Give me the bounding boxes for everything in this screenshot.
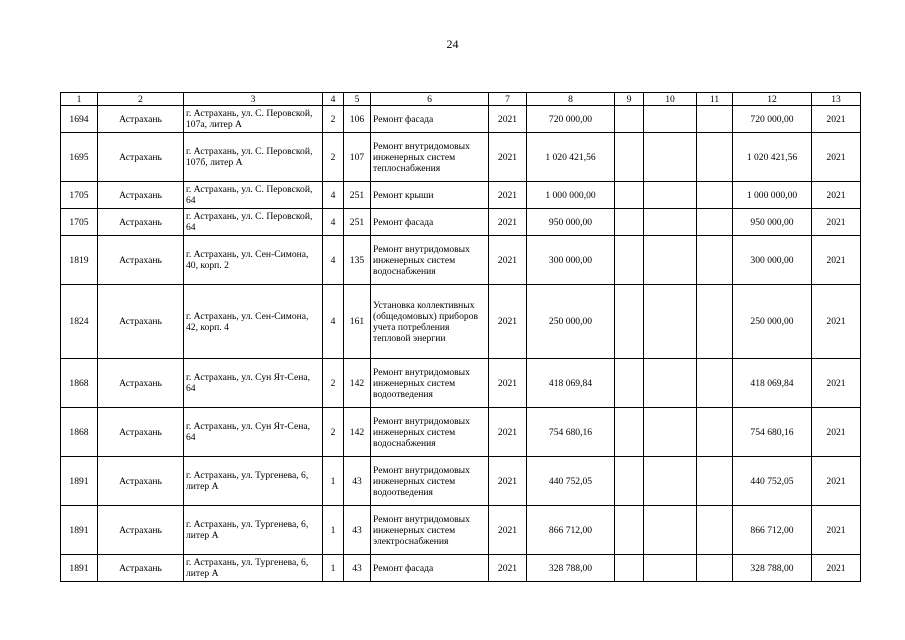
- column-12-cell: 440 752,05: [733, 457, 812, 506]
- column-11-cell: [697, 555, 733, 582]
- year-cell: 2021: [489, 555, 527, 582]
- column-10-cell: [644, 408, 697, 457]
- column-11-cell: [697, 182, 733, 209]
- table-row: [61, 236, 861, 285]
- total-cost-cell: 250 000,00: [527, 285, 615, 359]
- row-id-cell: 1705: [61, 209, 98, 236]
- column-9-cell: [615, 209, 644, 236]
- row-id-cell: 1819: [61, 236, 98, 285]
- table-row: [61, 133, 861, 182]
- column-5-cell: 251: [344, 182, 371, 209]
- column-5-cell: 107: [344, 133, 371, 182]
- work-type-cell: Ремонт внутридомовых инженерных систем электроснабжения: [371, 506, 489, 555]
- column-number: 5: [344, 93, 371, 106]
- work-type-cell: Ремонт крыши: [371, 182, 489, 209]
- table-row: [61, 555, 861, 582]
- year-cell: 2021: [489, 236, 527, 285]
- column-11-cell: [697, 133, 733, 182]
- column-number: 4: [323, 93, 344, 106]
- row-id-cell: 1868: [61, 359, 98, 408]
- column-5-cell: 43: [344, 555, 371, 582]
- column-11-cell: [697, 506, 733, 555]
- table-row: [61, 106, 861, 133]
- column-9-cell: [615, 106, 644, 133]
- column-9-cell: [615, 506, 644, 555]
- work-type-cell: Ремонт внутридомовых инженерных систем водоснабжения: [371, 236, 489, 285]
- table-row: [61, 408, 861, 457]
- floors-cell: 4: [323, 209, 344, 236]
- total-cost-cell: 754 680,16: [527, 408, 615, 457]
- total-cost-cell: 300 000,00: [527, 236, 615, 285]
- table-row: [61, 506, 861, 555]
- city-cell: Астрахань: [98, 555, 184, 582]
- column-12-cell: 1 000 000,00: [733, 182, 812, 209]
- column-5-cell: 161: [344, 285, 371, 359]
- address-cell: г. Астрахань, ул. Сен-Симона, 40, корп. 2: [184, 236, 323, 285]
- column-13-cell: 2021: [812, 285, 861, 359]
- column-11-cell: [697, 285, 733, 359]
- row-id-cell: 1868: [61, 408, 98, 457]
- total-cost-cell: 418 069,84: [527, 359, 615, 408]
- floors-cell: 2: [323, 408, 344, 457]
- column-13-cell: 2021: [812, 359, 861, 408]
- table-row: [61, 359, 861, 408]
- column-10-cell: [644, 457, 697, 506]
- total-cost-cell: 720 000,00: [527, 106, 615, 133]
- address-cell: г. Астрахань, ул. С. Перовской, 64: [184, 209, 323, 236]
- column-11-cell: [697, 457, 733, 506]
- year-cell: 2021: [489, 209, 527, 236]
- repair-program-table: [60, 92, 861, 582]
- city-cell: Астрахань: [98, 408, 184, 457]
- column-number: 7: [489, 93, 527, 106]
- total-cost-cell: 1 020 421,56: [527, 133, 615, 182]
- column-9-cell: [615, 182, 644, 209]
- column-13-cell: 2021: [812, 408, 861, 457]
- floors-cell: 4: [323, 285, 344, 359]
- column-5-cell: 142: [344, 408, 371, 457]
- address-cell: г. Астрахань, ул. С. Перовской, 107а, литер А: [184, 106, 323, 133]
- column-12-cell: 950 000,00: [733, 209, 812, 236]
- row-id-cell: 1695: [61, 133, 98, 182]
- column-10-cell: [644, 209, 697, 236]
- column-12-cell: 720 000,00: [733, 106, 812, 133]
- column-10-cell: [644, 106, 697, 133]
- address-cell: г. Астрахань, ул. С. Перовской, 107б, литер А: [184, 133, 323, 182]
- floors-cell: 4: [323, 182, 344, 209]
- year-cell: 2021: [489, 457, 527, 506]
- row-id-cell: 1694: [61, 106, 98, 133]
- column-5-cell: 251: [344, 209, 371, 236]
- table-row: [61, 209, 861, 236]
- column-10-cell: [644, 506, 697, 555]
- year-cell: 2021: [489, 408, 527, 457]
- row-id-cell: 1891: [61, 457, 98, 506]
- work-type-cell: Установка коллективных (общедомовых) приборов учета потребления тепловой энергии: [371, 285, 489, 359]
- column-10-cell: [644, 359, 697, 408]
- work-type-cell: Ремонт фасада: [371, 209, 489, 236]
- year-cell: 2021: [489, 182, 527, 209]
- column-number: 1: [61, 93, 98, 106]
- column-13-cell: 2021: [812, 506, 861, 555]
- city-cell: Астрахань: [98, 236, 184, 285]
- column-13-cell: 2021: [812, 457, 861, 506]
- row-id-cell: 1891: [61, 555, 98, 582]
- table-row: [61, 285, 861, 359]
- column-11-cell: [697, 209, 733, 236]
- column-9-cell: [615, 457, 644, 506]
- column-number: 9: [615, 93, 644, 106]
- year-cell: 2021: [489, 106, 527, 133]
- total-cost-cell: 440 752,05: [527, 457, 615, 506]
- year-cell: 2021: [489, 133, 527, 182]
- year-cell: 2021: [489, 285, 527, 359]
- row-id-cell: 1891: [61, 506, 98, 555]
- work-type-cell: Ремонт внутридомовых инженерных систем водоснабжения: [371, 408, 489, 457]
- column-number: 6: [371, 93, 489, 106]
- row-id-cell: 1824: [61, 285, 98, 359]
- column-9-cell: [615, 555, 644, 582]
- column-13-cell: 2021: [812, 106, 861, 133]
- year-cell: 2021: [489, 506, 527, 555]
- column-5-cell: 43: [344, 506, 371, 555]
- city-cell: Астрахань: [98, 182, 184, 209]
- column-12-cell: 1 020 421,56: [733, 133, 812, 182]
- column-13-cell: 2021: [812, 182, 861, 209]
- column-number: 3: [184, 93, 323, 106]
- total-cost-cell: 1 000 000,00: [527, 182, 615, 209]
- column-9-cell: [615, 236, 644, 285]
- column-number: 10: [644, 93, 697, 106]
- address-cell: г. Астрахань, ул. Тургенева, 6, литер А: [184, 506, 323, 555]
- column-12-cell: 300 000,00: [733, 236, 812, 285]
- column-12-cell: 866 712,00: [733, 506, 812, 555]
- column-13-cell: 2021: [812, 209, 861, 236]
- floors-cell: 4: [323, 236, 344, 285]
- floors-cell: 2: [323, 133, 344, 182]
- city-cell: Астрахань: [98, 359, 184, 408]
- column-9-cell: [615, 408, 644, 457]
- column-10-cell: [644, 285, 697, 359]
- total-cost-cell: 328 788,00: [527, 555, 615, 582]
- total-cost-cell: 950 000,00: [527, 209, 615, 236]
- column-13-cell: 2021: [812, 555, 861, 582]
- column-12-cell: 250 000,00: [733, 285, 812, 359]
- city-cell: Астрахань: [98, 285, 184, 359]
- column-10-cell: [644, 182, 697, 209]
- column-5-cell: 106: [344, 106, 371, 133]
- column-9-cell: [615, 133, 644, 182]
- column-10-cell: [644, 133, 697, 182]
- column-number: 11: [697, 93, 733, 106]
- column-11-cell: [697, 359, 733, 408]
- floors-cell: 2: [323, 359, 344, 408]
- city-cell: Астрахань: [98, 106, 184, 133]
- total-cost-cell: 866 712,00: [527, 506, 615, 555]
- column-13-cell: 2021: [812, 133, 861, 182]
- address-cell: г. Астрахань, ул. Сен-Симона, 42, корп. 4: [184, 285, 323, 359]
- work-type-cell: Ремонт фасада: [371, 106, 489, 133]
- page-number: 24: [446, 37, 459, 51]
- column-10-cell: [644, 555, 697, 582]
- city-cell: Астрахань: [98, 209, 184, 236]
- city-cell: Астрахань: [98, 506, 184, 555]
- column-number: 12: [733, 93, 812, 106]
- work-type-cell: Ремонт внутридомовых инженерных систем теплоснабжения: [371, 133, 489, 182]
- table-body: [61, 106, 861, 582]
- address-cell: г. Астрахань, ул. Сун Ят-Сена, 64: [184, 359, 323, 408]
- work-type-cell: Ремонт внутридомовых инженерных систем водоотведения: [371, 359, 489, 408]
- column-9-cell: [615, 359, 644, 408]
- column-number: 13: [812, 93, 861, 106]
- column-13-cell: 2021: [812, 236, 861, 285]
- column-10-cell: [644, 236, 697, 285]
- column-number: 8: [527, 93, 615, 106]
- column-5-cell: 142: [344, 359, 371, 408]
- floors-cell: 1: [323, 506, 344, 555]
- city-cell: Астрахань: [98, 457, 184, 506]
- work-type-cell: Ремонт внутридомовых инженерных систем водоотведения: [371, 457, 489, 506]
- column-9-cell: [615, 285, 644, 359]
- column-number: 2: [98, 93, 184, 106]
- floors-cell: 1: [323, 457, 344, 506]
- row-id-cell: 1705: [61, 182, 98, 209]
- address-cell: г. Астрахань, ул. Тургенева, 6, литер А: [184, 457, 323, 506]
- floors-cell: 2: [323, 106, 344, 133]
- column-12-cell: 754 680,16: [733, 408, 812, 457]
- column-12-cell: 328 788,00: [733, 555, 812, 582]
- floors-cell: 1: [323, 555, 344, 582]
- address-cell: г. Астрахань, ул. С. Перовской, 64: [184, 182, 323, 209]
- work-type-cell: Ремонт фасада: [371, 555, 489, 582]
- table-row: [61, 182, 861, 209]
- city-cell: Астрахань: [98, 133, 184, 182]
- column-12-cell: 418 069,84: [733, 359, 812, 408]
- column-5-cell: 135: [344, 236, 371, 285]
- column-11-cell: [697, 236, 733, 285]
- address-cell: г. Астрахань, ул. Тургенева, 6, литер А: [184, 555, 323, 582]
- column-11-cell: [697, 408, 733, 457]
- year-cell: 2021: [489, 359, 527, 408]
- column-11-cell: [697, 106, 733, 133]
- table-row: [61, 457, 861, 506]
- column-5-cell: 43: [344, 457, 371, 506]
- address-cell: г. Астрахань, ул. Сун Ят-Сена, 64: [184, 408, 323, 457]
- column-number-row: [61, 93, 861, 106]
